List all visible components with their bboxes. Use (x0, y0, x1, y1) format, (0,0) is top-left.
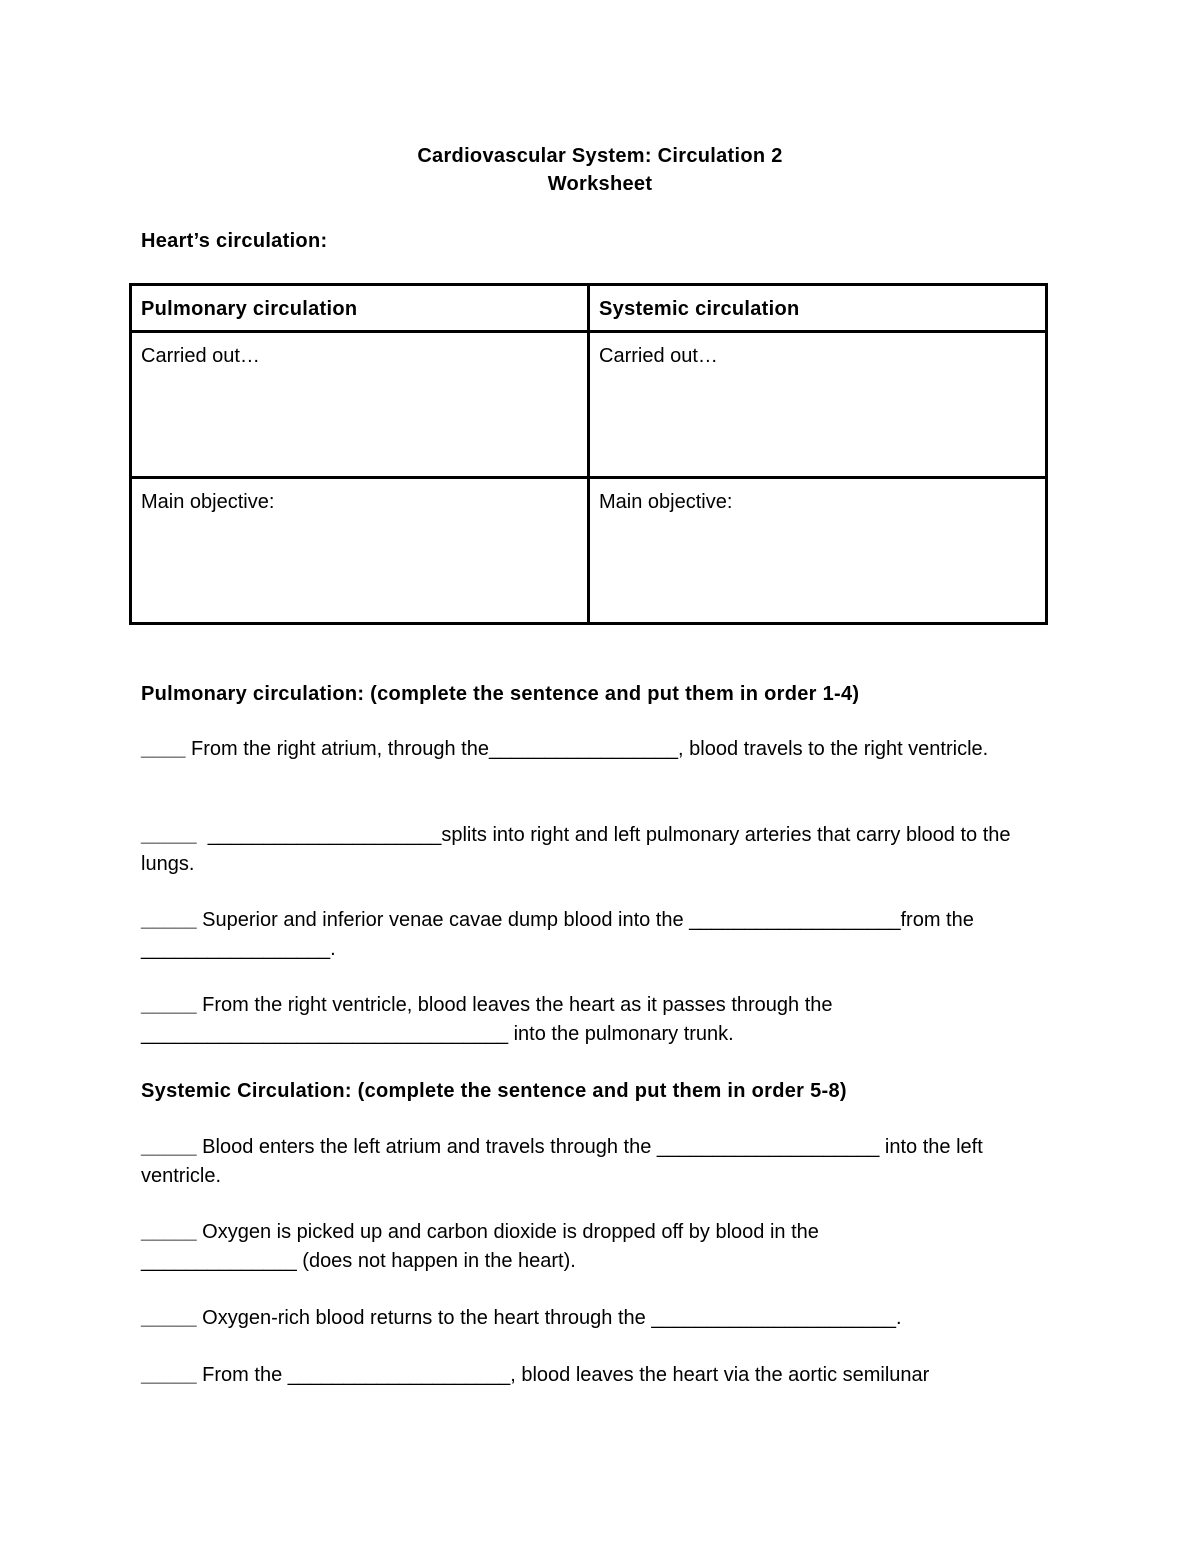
item-text: Oxygen is picked up and carbon dioxide is dropped off by blood in the ______________ (does not happen in the heart). (141, 1221, 819, 1272)
systemic-main-objective-cell[interactable]: Main objective: (589, 478, 1047, 624)
order-blank[interactable]: ____ (141, 738, 186, 760)
item-text: From the right ventricle, blood leaves the heart as it passes through the _________________________________ into the pulmonary trunk. (141, 994, 833, 1045)
order-blank[interactable]: _____ (141, 1364, 197, 1386)
item-text: _____________________splits into right and left pulmonary arteries that carry blood to the lungs. (141, 824, 1017, 875)
item-text: From the right atrium, through the_________________, blood travels to the right ventricle. (185, 738, 989, 760)
pulmonary-section-heading: Pulmonary circulation: (complete the sentence and put them in order 1-4) (141, 683, 860, 705)
hearts-circulation-heading: Heart’s circulation: (141, 230, 328, 252)
order-blank[interactable]: _____ (141, 1136, 197, 1158)
title-line-2: Worksheet (547, 173, 653, 195)
systemic-item-3 (141, 1304, 1051, 1333)
systemic-section-heading: Systemic Circulation: (complete the sentence and put them in order 5-8) (141, 1080, 847, 1102)
order-blank[interactable]: _____ (141, 994, 197, 1016)
pulmonary-carried-out-cell[interactable]: Carried out… (131, 332, 589, 478)
order-blank[interactable]: _____ (141, 909, 197, 931)
item-text: Blood enters the left atrium and travels through the ____________________ into the left ventricle. (141, 1136, 983, 1187)
pulmonary-item-4 (141, 991, 941, 1049)
item-text: From the ____________________, blood leaves the heart via the aortic semilunar (196, 1364, 930, 1386)
table-header-systemic: Systemic circulation (589, 285, 1047, 332)
pulmonary-main-objective-cell[interactable]: Main objective: (131, 478, 589, 624)
systemic-item-4 (141, 1361, 1051, 1390)
title-line-1: Cardiovascular System: Circulation 2 (417, 145, 783, 167)
pulmonary-item-1 (141, 735, 1051, 764)
pulmonary-item-2 (141, 821, 1051, 879)
order-blank[interactable]: _____ (141, 824, 197, 846)
pulmonary-item-3 (141, 906, 1051, 964)
order-blank[interactable]: _____ (141, 1221, 197, 1243)
systemic-item-2 (141, 1218, 911, 1276)
worksheet-title (0, 142, 1200, 198)
systemic-carried-out-cell[interactable]: Carried out… (589, 332, 1047, 478)
systemic-item-1 (141, 1133, 1051, 1191)
circulation-table (129, 283, 1048, 625)
table-header-pulmonary: Pulmonary circulation (131, 285, 589, 332)
order-blank[interactable]: _____ (141, 1307, 197, 1329)
item-text: Oxygen-rich blood returns to the heart through the ______________________. (196, 1307, 902, 1329)
item-text: Superior and inferior venae cavae dump blood into the ___________________from the _________________. (141, 909, 974, 960)
